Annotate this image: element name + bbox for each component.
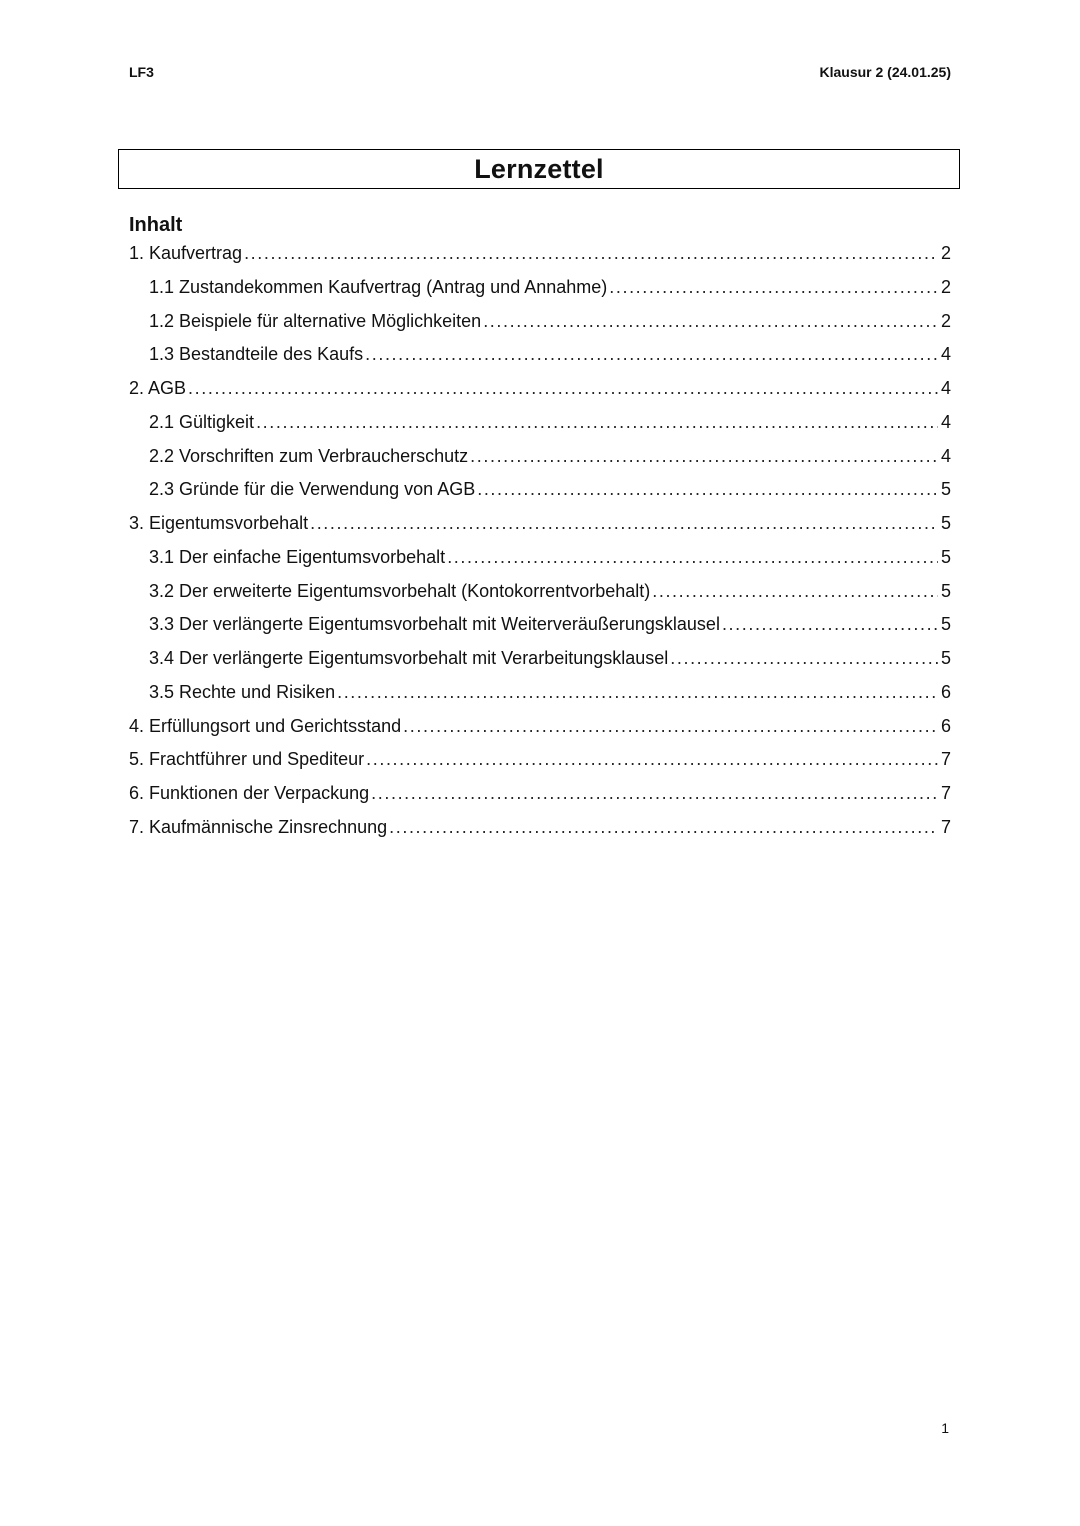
toc-entry[interactable] — [129, 575, 951, 609]
toc-entry-page: 2 — [940, 243, 951, 263]
toc-entry-page: 5 — [940, 479, 951, 500]
toc-dot-leader — [310, 507, 938, 541]
toc-entry[interactable] — [129, 338, 951, 372]
toc-dot-leader — [670, 642, 938, 676]
toc-dot-leader — [188, 372, 938, 406]
header-exam-label: Klausur 2 (24.01.25) — [819, 64, 951, 80]
toc-entry-page: 5 — [940, 546, 951, 567]
toc-dot-leader — [403, 710, 938, 744]
toc-heading: Inhalt — [129, 214, 183, 236]
toc-entry[interactable] — [129, 811, 951, 845]
toc-entry-page: 7 — [940, 783, 951, 803]
toc-entry-label: 3.2 Der erweiterte Eigentumsvorbehalt (Kontokorrentvorbehalt) — [149, 580, 651, 601]
toc-entry-label: 1.3 Bestandteile des Kaufs — [149, 344, 364, 365]
toc-dot-leader — [366, 743, 938, 777]
toc-dot-leader — [652, 575, 938, 609]
toc-entry-page: 5 — [940, 648, 951, 668]
toc-dot-leader — [244, 237, 938, 271]
toc-entry-page: 4 — [940, 445, 951, 466]
toc-entry-page: 5 — [940, 580, 951, 601]
toc-entry-page: 5 — [940, 614, 951, 635]
toc-dot-leader — [371, 777, 938, 811]
toc-entry[interactable] — [129, 507, 951, 541]
toc-entry[interactable] — [129, 305, 951, 339]
toc-entry-label: 3.1 Der einfache Eigentumsvorbehalt — [149, 546, 446, 567]
toc-entry[interactable] — [129, 271, 951, 305]
page-number: 1 — [941, 1420, 949, 1436]
toc-entry[interactable] — [129, 406, 951, 440]
toc-entry-label: 2. AGB — [129, 378, 187, 398]
toc-entry-label: 1.2 Beispiele für alternative Möglichkeiten — [149, 310, 482, 331]
toc-entry-label: 1.1 Zustandekommen Kaufvertrag (Antrag und Annahme) — [149, 276, 608, 297]
toc-entry-page: 4 — [940, 378, 951, 398]
toc-entry[interactable] — [129, 777, 951, 811]
toc-entry-label: 3.3 Der verlängerte Eigentumsvorbehalt mit Weiterveräußerungsklausel — [149, 614, 720, 635]
toc-entry-label: 7. Kaufmännische Zinsrechnung — [129, 816, 388, 837]
toc-dot-leader — [447, 541, 938, 575]
toc-dot-leader — [609, 271, 938, 305]
toc-entry-page: 6 — [940, 681, 951, 702]
header-course-label: LF3 — [129, 64, 154, 80]
toc-entry[interactable] — [129, 710, 951, 744]
toc-entry[interactable] — [129, 440, 951, 474]
toc-entry[interactable] — [129, 642, 951, 676]
toc-dot-leader — [337, 676, 938, 710]
toc-entry-label: 3.4 Der verlängerte Eigentumsvorbehalt mit Verarbeitungsklausel — [149, 648, 669, 668]
toc-entry-page: 6 — [940, 715, 951, 736]
toc-dot-leader — [256, 406, 938, 440]
toc-entry[interactable] — [129, 743, 951, 777]
toc-entry[interactable] — [129, 237, 951, 271]
toc-entry-label: 5. Frachtführer und Spediteur — [129, 749, 365, 770]
toc-entry-page: 4 — [940, 411, 951, 432]
toc-entry-label: 6. Funktionen der Verpackung — [129, 783, 370, 803]
page-title: Lernzettel — [474, 153, 604, 184]
toc-entry-label: 3.5 Rechte und Risiken — [149, 681, 336, 702]
title-box — [118, 149, 960, 189]
toc-entry[interactable] — [129, 541, 951, 575]
toc-entry-label: 1. Kaufvertrag — [129, 243, 243, 263]
toc-dot-leader — [483, 305, 938, 339]
toc-entry-label: 3. Eigentumsvorbehalt — [129, 513, 309, 533]
toc-entry-page: 2 — [940, 276, 951, 297]
toc-entry-label: 2.3 Gründe für die Verwendung von AGB — [149, 479, 476, 500]
toc-entry-label: 4. Erfüllungsort und Gerichtsstand — [129, 715, 402, 736]
toc-dot-leader — [365, 338, 938, 372]
toc-entry-label: 2.2 Vorschriften zum Verbraucherschutz — [149, 445, 469, 466]
toc-entry[interactable] — [129, 676, 951, 710]
toc-entry[interactable] — [129, 372, 951, 406]
toc-entry-page: 7 — [940, 749, 951, 770]
toc-entry[interactable] — [129, 473, 951, 507]
toc-entry-page: 5 — [940, 513, 951, 533]
toc-entry-page: 4 — [940, 344, 951, 365]
toc-entry-label: 2.1 Gültigkeit — [149, 411, 255, 432]
toc-dot-leader — [470, 440, 938, 474]
toc-dot-leader — [722, 608, 938, 642]
table-of-contents — [129, 237, 951, 845]
toc-dot-leader — [477, 473, 938, 507]
toc-entry-page: 7 — [940, 816, 951, 837]
toc-entry[interactable] — [129, 608, 951, 642]
toc-dot-leader — [389, 811, 938, 845]
toc-entry-page: 2 — [940, 310, 951, 331]
